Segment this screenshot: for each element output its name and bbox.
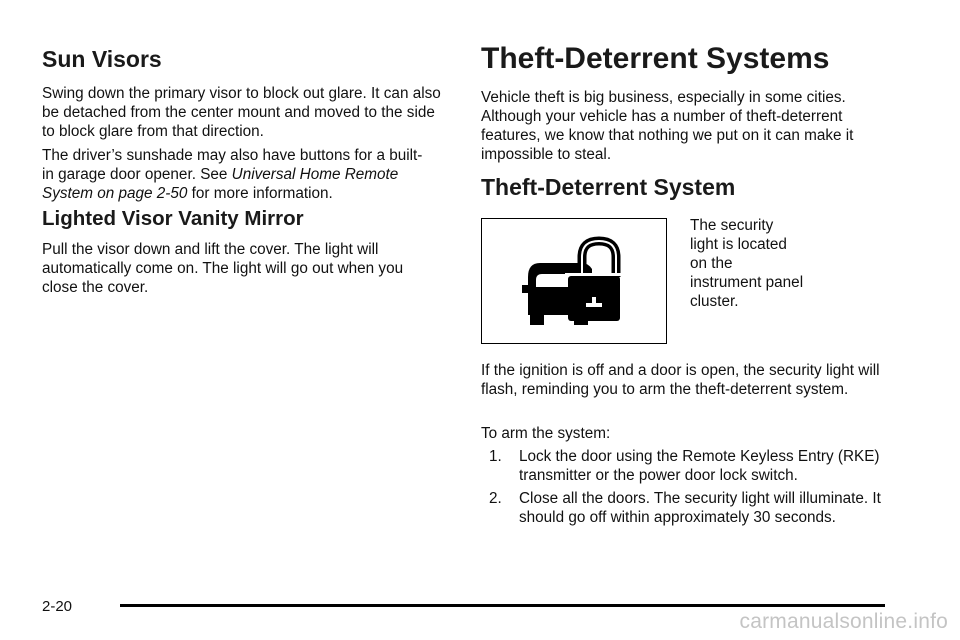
security-light-icon <box>482 219 668 345</box>
security-light-figure <box>481 218 667 344</box>
arm-step-1 <box>489 447 901 485</box>
sun-visors-paragraph-2-end: for more information. <box>187 185 333 202</box>
vanity-mirror-paragraph: Pull the visor down and lift the cover. The light will automatically come on. The light will go out when you close the cover. <box>42 241 404 296</box>
arm-system-intro: To arm the system: <box>481 425 611 442</box>
heading-theft-deterrent-systems: Theft-Deterrent Systems <box>481 42 830 75</box>
footer-rule <box>120 604 885 607</box>
arm-system-steps <box>481 447 901 531</box>
page-number: 2-20 <box>42 598 73 615</box>
arm-step-2 <box>489 489 901 527</box>
arm-step-2-text: Close all the doors. The security light will illuminate. It should go off within approximately 30 seconds. <box>519 490 881 526</box>
sun-visors-paragraph-2-text: The driver’s sunshade may also have buttons for a built-in garage door opener. See <box>42 147 423 183</box>
universal-home-remote-reference[interactable]: Universal Home Remote System on page 2-50 <box>42 166 399 202</box>
heading-lighted-visor-vanity-mirror: Lighted Visor Vanity Mirror <box>42 207 304 230</box>
security-light-caption: The security light is located on the instrument panel cluster. <box>690 217 804 310</box>
watermark: carmanualsonline.info <box>739 610 948 633</box>
arm-step-1-number: 1. <box>489 448 502 465</box>
security-light-flash-paragraph: If the ignition is off and a door is open, the security light will flash, reminding you to arm the theft-deterrent system. <box>481 362 880 398</box>
arm-step-1-text: Lock the door using the Remote Keyless Entry (RKE) transmitter or the power door lock switch. <box>519 448 880 484</box>
heading-sun-visors: Sun Visors <box>42 46 162 72</box>
sun-visors-paragraph-1: Swing down the primary visor to block out glare. It can also be detached from the center mount and moved to the side to block glare from that direction. <box>42 85 441 140</box>
heading-theft-deterrent-system: Theft-Deterrent System <box>481 174 736 200</box>
theft-systems-paragraph: Vehicle theft is big business, especially in some cities. Although your vehicle has a number of theft-deterrent features, we know that nothing we put on it can make it impossible to steal. <box>481 89 854 163</box>
sun-visors-paragraph-2 <box>42 146 432 203</box>
arm-step-2-number: 2. <box>489 490 502 507</box>
